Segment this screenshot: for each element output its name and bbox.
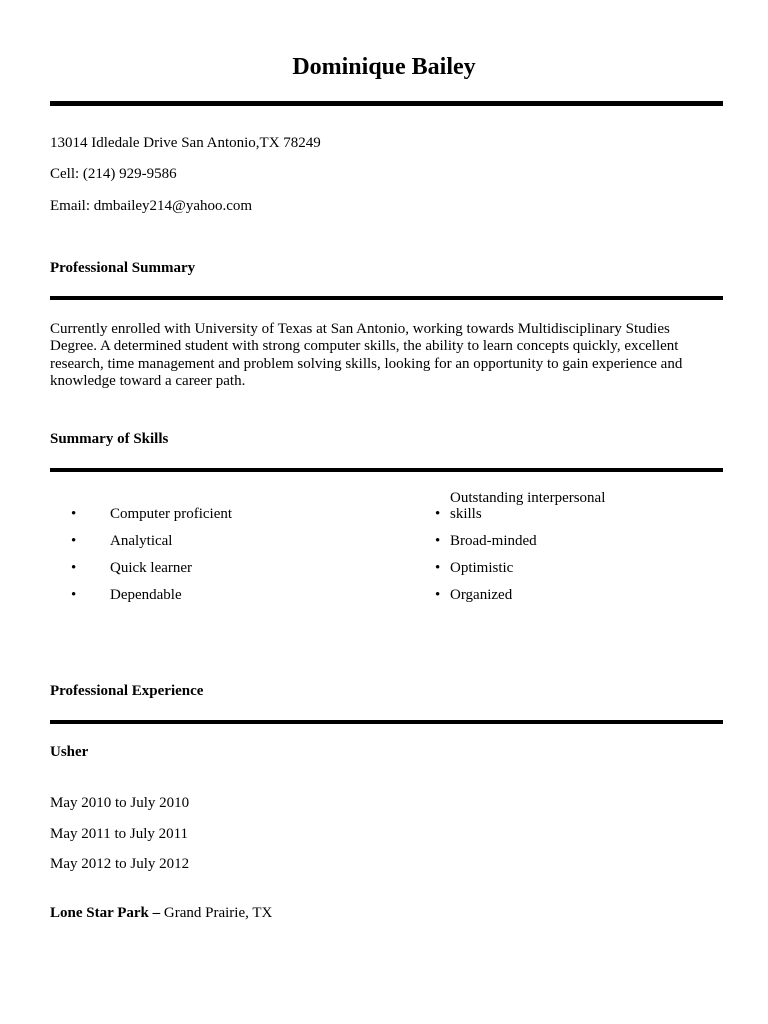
bullet-icon: • — [435, 506, 441, 522]
bullet-icon: • — [71, 560, 77, 576]
bullet-icon: • — [435, 560, 441, 576]
skill-item: Dependable — [110, 587, 182, 603]
bullet-icon: • — [435, 533, 441, 549]
skill-item: Quick learner — [110, 560, 193, 576]
employment-dates: May 2011 to July 2011 — [50, 826, 189, 842]
header-divider — [50, 101, 723, 106]
section-divider — [50, 468, 723, 472]
email-line: Email: dmbailey214@yahoo.com — [50, 198, 253, 214]
section-heading-professional-summary: Professional Summary — [50, 260, 196, 276]
skill-item: Computer proficient — [110, 506, 233, 522]
skill-item: Organized — [450, 587, 513, 603]
employer-name: Lone Star Park – — [50, 905, 161, 921]
address-line: 13014 Idledale Drive San Antonio,TX 78249 — [50, 135, 321, 151]
skill-item: Analytical — [110, 533, 173, 549]
employer-line — [50, 904, 272, 922]
skill-item: Optimistic — [450, 560, 514, 576]
skill-item: Outstanding interpersonal skills — [450, 490, 606, 522]
section-heading-experience: Professional Experience — [50, 683, 204, 699]
job-title: Usher — [50, 744, 89, 760]
resume-name: Dominique Bailey — [292, 54, 476, 80]
cell-line: Cell: (214) 929-9586 — [50, 166, 177, 182]
employer-location: Grand Prairie, TX — [160, 905, 273, 921]
bullet-icon: • — [71, 533, 77, 549]
employment-dates: May 2012 to July 2012 — [50, 856, 190, 872]
section-heading-skills: Summary of Skills — [50, 431, 169, 447]
bullet-icon: • — [71, 587, 77, 603]
skill-item: Broad-minded — [450, 533, 537, 549]
bullet-icon: • — [71, 506, 77, 522]
section-divider — [50, 296, 723, 300]
employment-dates: May 2010 to July 2010 — [50, 795, 190, 811]
professional-summary-text: Currently enrolled with University of Texas at San Antonio, working towards Multidisciplinary Studies Degree. A determined student with strong computer skills, the ability to learn concepts quickly, excellent research, time management and problem solving skills, looking for an opportunity to gain experience and knowledge toward a career path. — [50, 321, 683, 389]
bullet-icon: • — [435, 587, 441, 603]
section-divider — [50, 720, 723, 724]
